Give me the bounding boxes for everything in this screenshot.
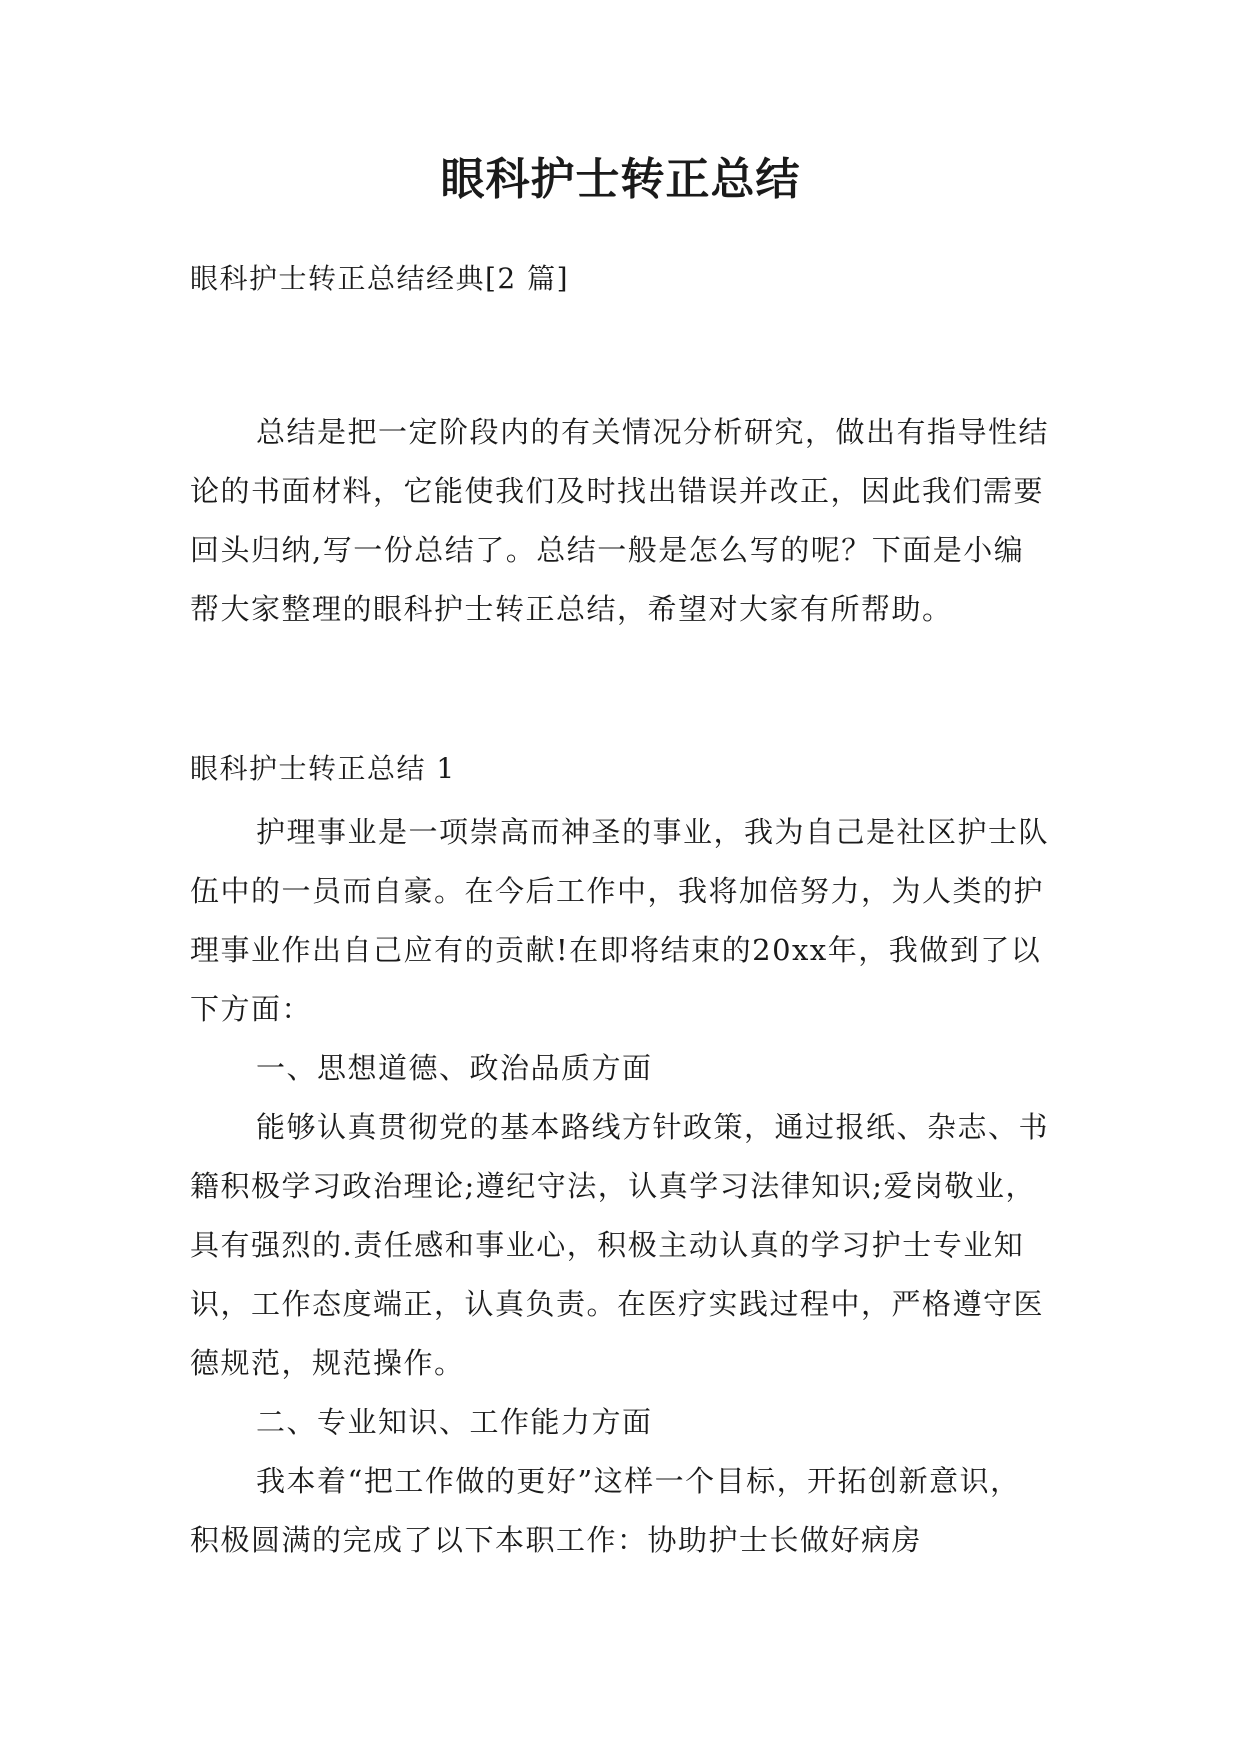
body-paragraph: 能够认真贯彻党的基本路线方针政策，通过报纸、杂志、书籍积极学习政治理论;遵纪守法，认真学习法律知识;爱岗敬业，具有强烈的.责任感和事业心，积极主动认真的学习护士专业知识，工作态度端正，认真负责。在医疗实践过程中，严格遵守医德规范，规范操作。 (190, 1110, 1050, 1380)
section-heading: 眼科护士转正总结 1 (190, 752, 456, 785)
subsection-heading: 一、思想道德、政治品质方面 (256, 1051, 653, 1085)
body-paragraph: 我本着“把工作做的更好”这样一个目标，开拓创新意识，积极圆满的完成了以下本职工作：协助护士长做好病房 (190, 1464, 1021, 1557)
section-body (190, 803, 1050, 1570)
intro-paragraph: 总结是把一定阶段内的有关情况分析研究，做出有指导性结论的书面材料，它能使我们及时找出错误并改正，因此我们需要回头归纳,写一份总结了。总结一般是怎么写的呢？下面是小编帮大家整理的眼科护士转正总结，希望对大家有所帮助。 (190, 415, 1050, 626)
document-title: 眼科护士转正总结 (440, 154, 801, 205)
body-paragraph: 护理事业是一项崇高而神圣的事业，我为自己是社区护士队伍中的一员而自豪。在今后工作中，我将加倍努力，为人类的护理事业作出自己应有的贡献!在即将结束的20xx年，我做到了以下方面： (190, 815, 1050, 1026)
document-subtitle: 眼科护士转正总结经典[2 篇] (190, 262, 570, 295)
subsection-heading: 二、专业知识、工作能力方面 (256, 1405, 653, 1439)
